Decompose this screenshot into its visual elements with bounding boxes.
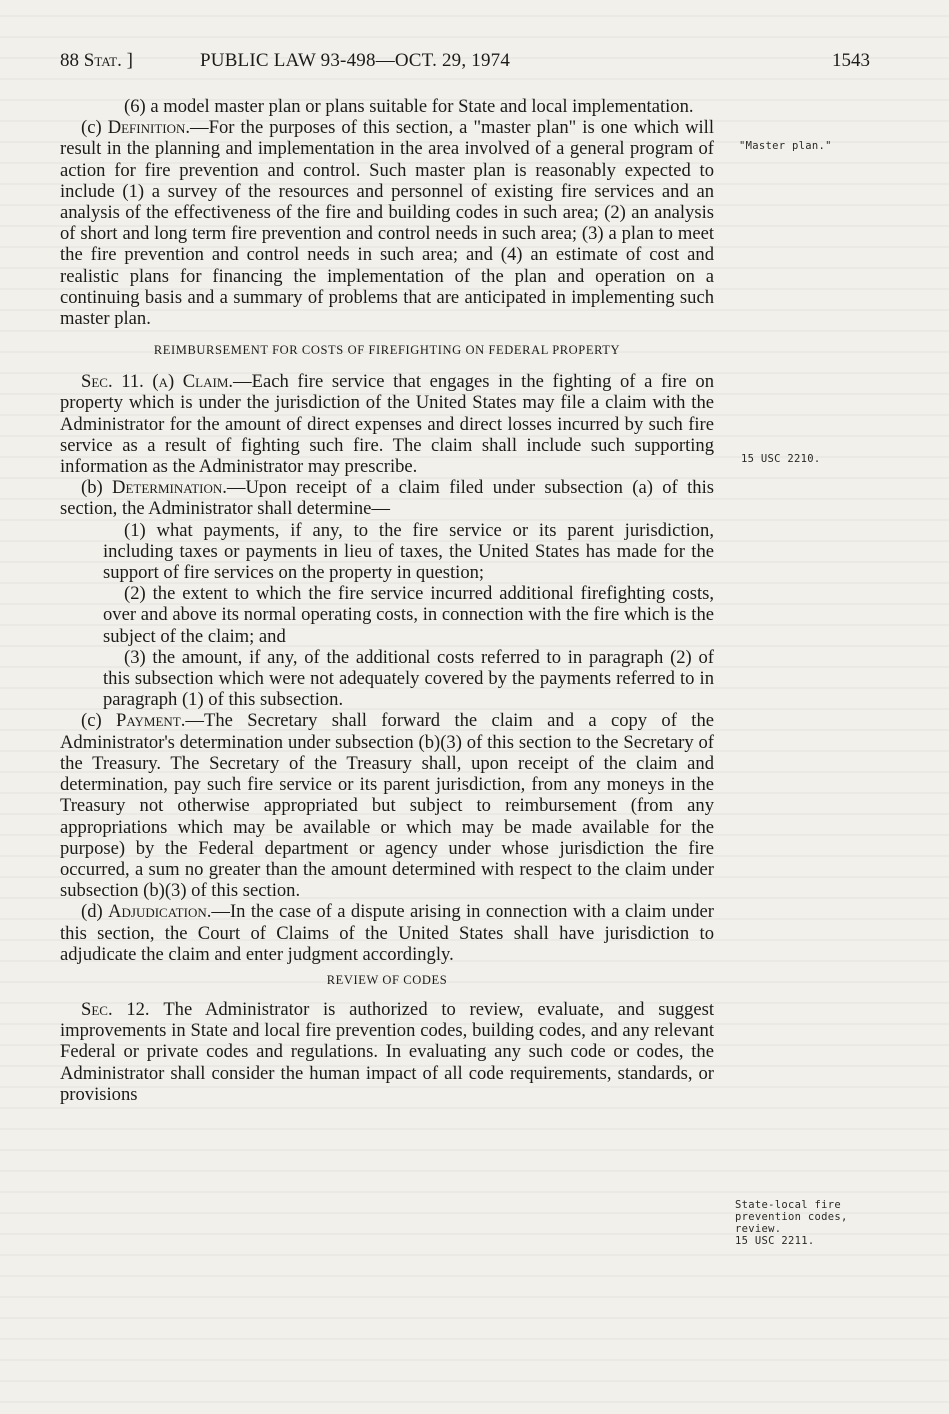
paragraph-payment (60, 710, 714, 901)
subsection-label: (b) (81, 477, 113, 499)
volume-reference (60, 50, 133, 72)
margin-note-usc-2211: 15 USC 2211. (735, 1235, 815, 1247)
subsection-label: (d) (81, 901, 109, 923)
volume-number: 88 (60, 50, 84, 71)
subsection-heading: Adjudication (108, 901, 207, 923)
margin-note-line: State-local fire (735, 1199, 841, 1211)
paragraph-claim (60, 371, 714, 477)
subsection-heading: Determination (112, 477, 223, 499)
paragraph-adjudication (60, 901, 714, 965)
margin-note-line: prevention codes, (735, 1211, 848, 1223)
margin-note-codes-review (735, 1199, 848, 1247)
section-label: Sec. 12. (81, 998, 164, 1020)
volume-bracket: ] (121, 50, 133, 71)
subsection-text: .—Upon receipt of a claim filed under subsection (a) of this section, the Administrator shall determine— (60, 477, 714, 520)
margin-note-line: review. (735, 1223, 782, 1235)
paragraph-determination (60, 477, 714, 519)
paragraph-item-6: (6) a model master plan or plans suitable for State and local implementation. (124, 96, 694, 117)
paragraph-item-1: (1) what payments, if any, to the fire service or its parent jurisdiction, including taxes or payments in lieu of taxes, the United States has made for the support of fire services on the property in question; (103, 519, 714, 584)
paragraph-definition (60, 117, 714, 329)
section-heading-reimbursement: REIMBURSEMENT FOR COSTS OF FIREFIGHTING ON FEDERAL PROPERTY (153, 343, 621, 358)
law-title: PUBLIC LAW 93-498—OCT. 29, 1974 (200, 50, 511, 71)
section-text: The Administrator is authorized to review, evaluate, and suggest improvements in State and local fire prevention codes, building codes, and any relevant Federal or private codes and regulations. In evaluating any such code or codes, the Administrator shall consider the human impact of all code requirements, standards, or provisions (60, 998, 715, 1105)
margin-note-usc-2210: 15 USC 2210. (741, 453, 821, 465)
stat-label: Stat. (83, 50, 122, 71)
section-label: Sec. 11. (a) (81, 371, 183, 393)
page-body (60, 96, 714, 1105)
page-number: 1543 (832, 50, 870, 71)
subsection-heading: Claim (182, 371, 229, 393)
paragraph-item-2: (2) the extent to which the fire service incurred additional firefighting costs, over and above its normal operating costs, in connection with the fire which is the subject of the claim; and (103, 583, 714, 647)
subsection-heading: Definition (107, 117, 186, 139)
page-header (60, 50, 870, 80)
margin-note-master-plan: "Master plan." (739, 140, 832, 152)
subsection-label: (c) (81, 710, 116, 732)
paragraph-section-12 (60, 999, 714, 1105)
subsection-text: .—Each fire service that engages in the fighting of a fire on property which is under the jurisdiction of the United States may file a claim with the Administrator for the amount of direct expenses and direct losses incurred by such fire service as a result of fighting such fire. The claim shall include such supporting information as the Administrator may prescribe. (60, 371, 714, 478)
paragraph-item-3: (3) the amount, if any, of the additional costs referred to in paragraph (2) of this subsection which were not adequately covered by the payments referred to in paragraph (1) of this subsection. (103, 646, 714, 711)
subsection-text: .—The Secretary shall forward the claim and a copy of the Administrator's determination under subsection (b)(3) of this section to the Secretary of the Treasury. The Secretary of the Treasury shall, upon receipt of the claim and determination, pay such fire service or its parent jurisdiction, from any moneys in the Treasury not otherwise appropriated but subject to reimbursement (from any appropriations which may be available or which may be made available for the purpose) by the Federal department or agency under whose jurisdiction the fire occurred, a sum no greater than the amount determined with respect to the claim under subsection (b)(3) of this section. (60, 710, 714, 902)
subsection-heading: Payment (115, 710, 181, 732)
section-heading-review-of-codes: REVIEW OF CODES (326, 972, 448, 987)
subsection-text: .—For the purposes of this section, a "master plan" is one which will result in the planning and implementation in the area involved of a general program of action for fire prevention and control. Such master plan is reasonably expected to include (1) a survey of the resources and personnel of existing fire services and an analysis of the effectiveness of the fire and building codes in such area; (2) an analysis of short and long term fire prevention and control needs in such area; (3) a plan to meet the fire prevention and control needs in such area; and (4) an estimate of cost and realistic plans for financing the implementation of the plan and operation on a continuing basis and a summary of problems that are anticipated in implementing such master plan. (60, 117, 714, 330)
subsection-text: .—In the case of a dispute arising in connection with a claim under this section, the Court of Claims of the United States shall have jurisdiction to adjudicate the claim and enter judgment accordingly. (60, 901, 714, 965)
subsection-label: (c) (81, 117, 108, 139)
